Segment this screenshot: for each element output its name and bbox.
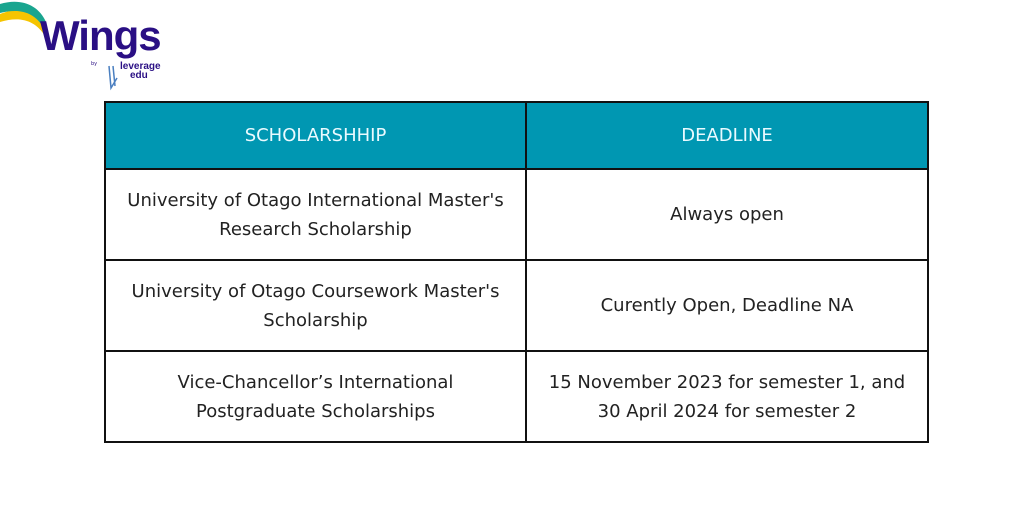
table-row	[105, 260, 928, 351]
scholarship-cell: Vice-Chancellor’s International Postgraduate Scholarships	[105, 351, 526, 442]
logo-by: by	[91, 61, 98, 67]
header-deadline: DEADLINE	[526, 102, 928, 169]
scholarship-cell: University of Otago Coursework Master's Scholarship	[105, 260, 526, 351]
logo-brand-line2: edu	[130, 70, 148, 81]
deadline-cell: Curently Open, Deadline NA	[526, 260, 928, 351]
deadline-cell: Always open	[526, 169, 928, 260]
table-header-row	[105, 102, 928, 169]
header-scholarship: SCHOLARSHHIP	[105, 102, 526, 169]
table-row	[105, 351, 928, 442]
logo-brand-line1: leverage	[120, 61, 161, 72]
scholarship-table	[104, 101, 929, 443]
scholarship-cell: University of Otago International Master's Research Scholarship	[105, 169, 526, 260]
table-row	[105, 169, 928, 260]
logo-brand	[120, 62, 161, 80]
wings-logo	[0, 0, 180, 100]
logo-title: Wings	[40, 12, 161, 59]
deadline-cell: 15 November 2023 for semester 1, and 30 April 2024 for semester 2	[526, 351, 928, 442]
